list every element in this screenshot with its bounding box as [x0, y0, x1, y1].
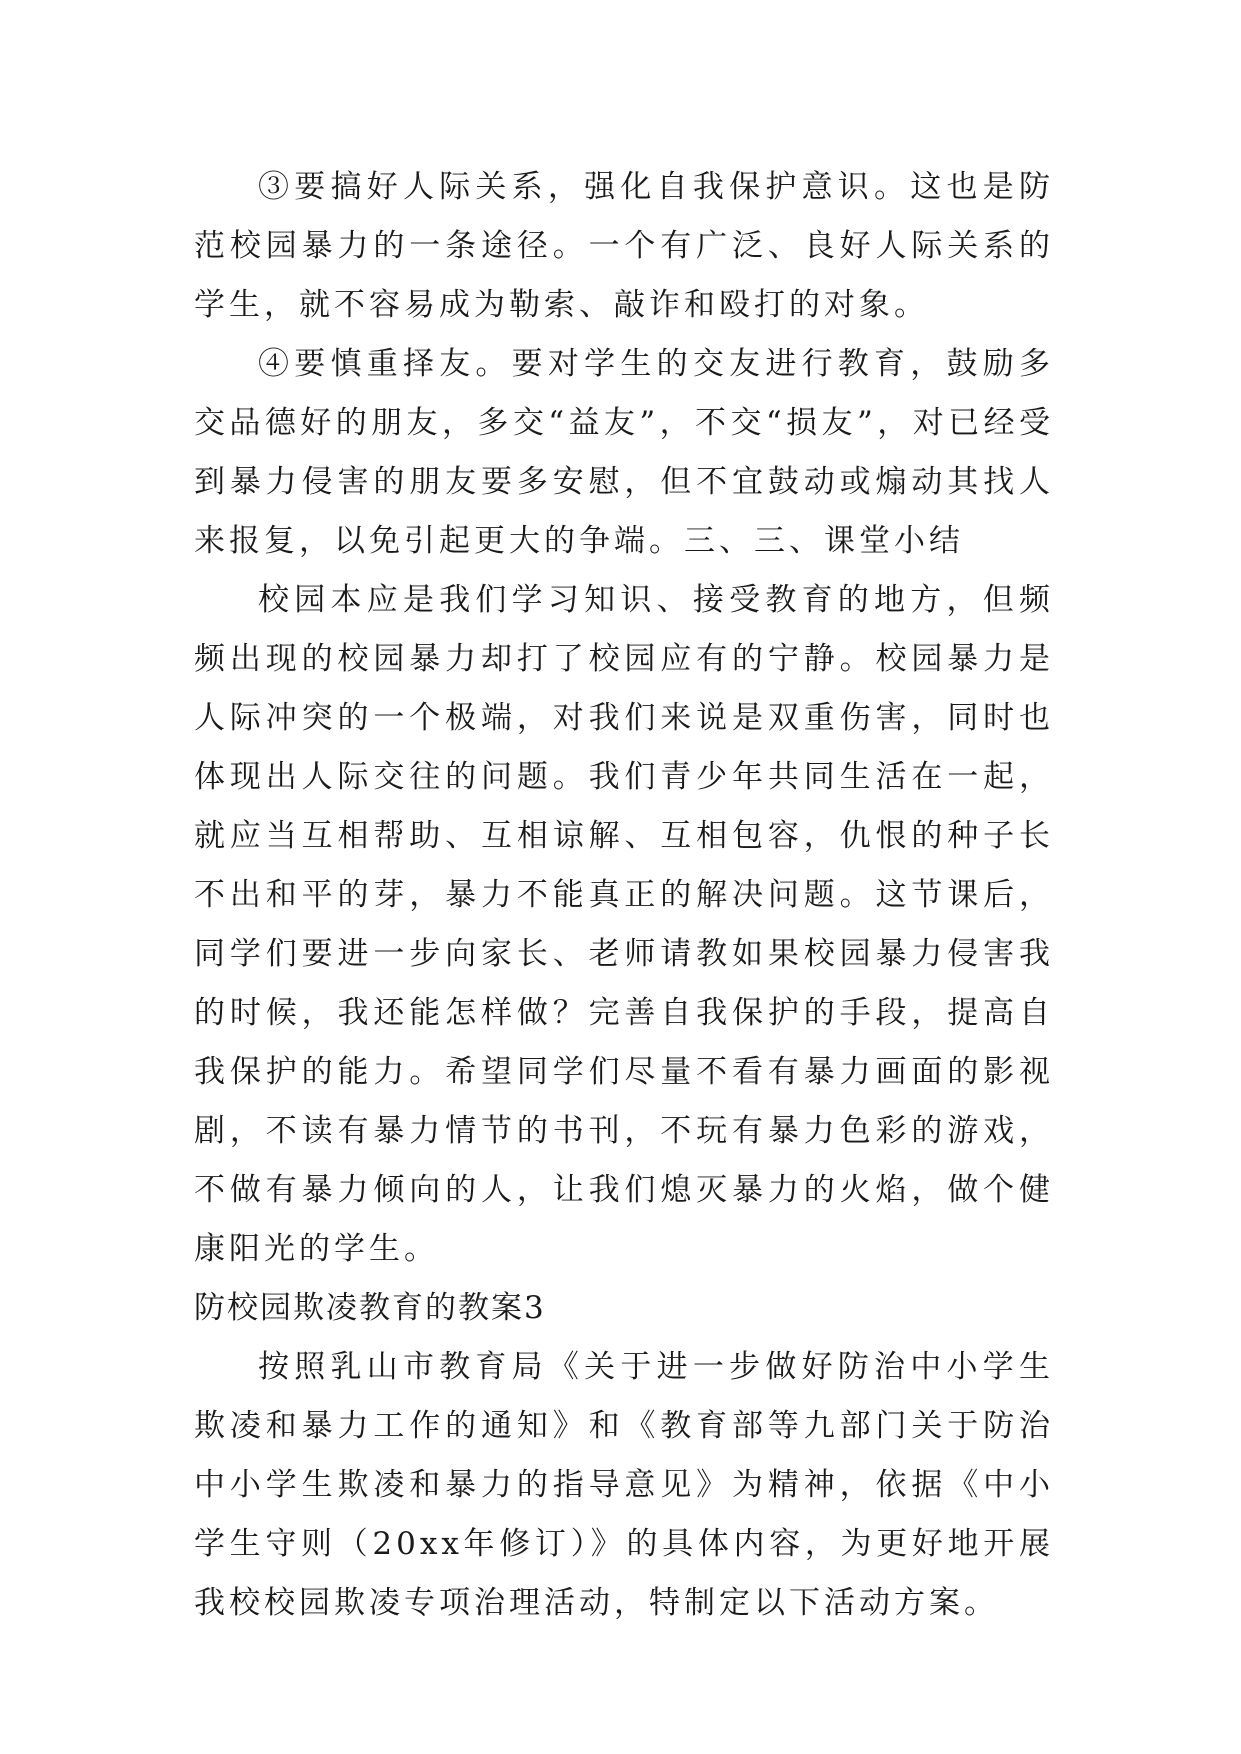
section-title: 防校园欺凌教育的教案3 — [194, 1290, 546, 1326]
paragraph-class-summary: 校园本应是我们学习知识、接受教育的地方，但频频出现的校园暴力却打了校园应有的宁静。校园暴力是人际冲突的一个极端，对我们来说是双重伤害，同时也体现出人际交往的问题。我们青少年共同生活在一起，就应当互相帮助、互相谅解、互相包容，仇恨的种子长不出和平的芽，暴力不能真正的解决问题。这节课后，同学们要进一步向家长、老师请教如果校园暴力侵害我的时候，我还能怎样做？完善自我保护的手段，提高自我保护的能力。希望同学们尽量不看有暴力画面的影视剧，不读有暴力情节的书刊，不玩有暴力色彩的游戏，不做有暴力倾向的人，让我们熄灭暴力的火焰，做个健康阳光的学生。 — [194, 582, 1054, 1267]
document-body — [194, 158, 1054, 1633]
paragraph-activity-plan: 按照乳山市教育局《关于进一步做好防治中小学生欺凌和暴力工作的通知》和《教育部等九部门关于防治中小学生欺凌和暴力的指导意见》为精神，依据《中小学生守则（20xx年修订）》的具体内容，为更好地开展我校校园欺凌专项治理活动，特制定以下活动方案。 — [194, 1349, 1054, 1621]
paragraph-choose-friends: ④要慎重择友。要对学生的交友进行教育，鼓励多交品德好的朋友，多交“益友”，不交“损友”，对已经受到暴力侵害的朋友要多安慰，但不宜鼓动或煽动其找人来报复，以免引起更大的争端。三、三、课堂小结 — [194, 346, 1054, 559]
paragraph-self-protection: ③要搞好人际关系，强化自我保护意识。这也是防范校园暴力的一条途径。一个有广泛、良好人际关系的学生，就不容易成为勒索、敲诈和殴打的对象。 — [194, 169, 1054, 323]
